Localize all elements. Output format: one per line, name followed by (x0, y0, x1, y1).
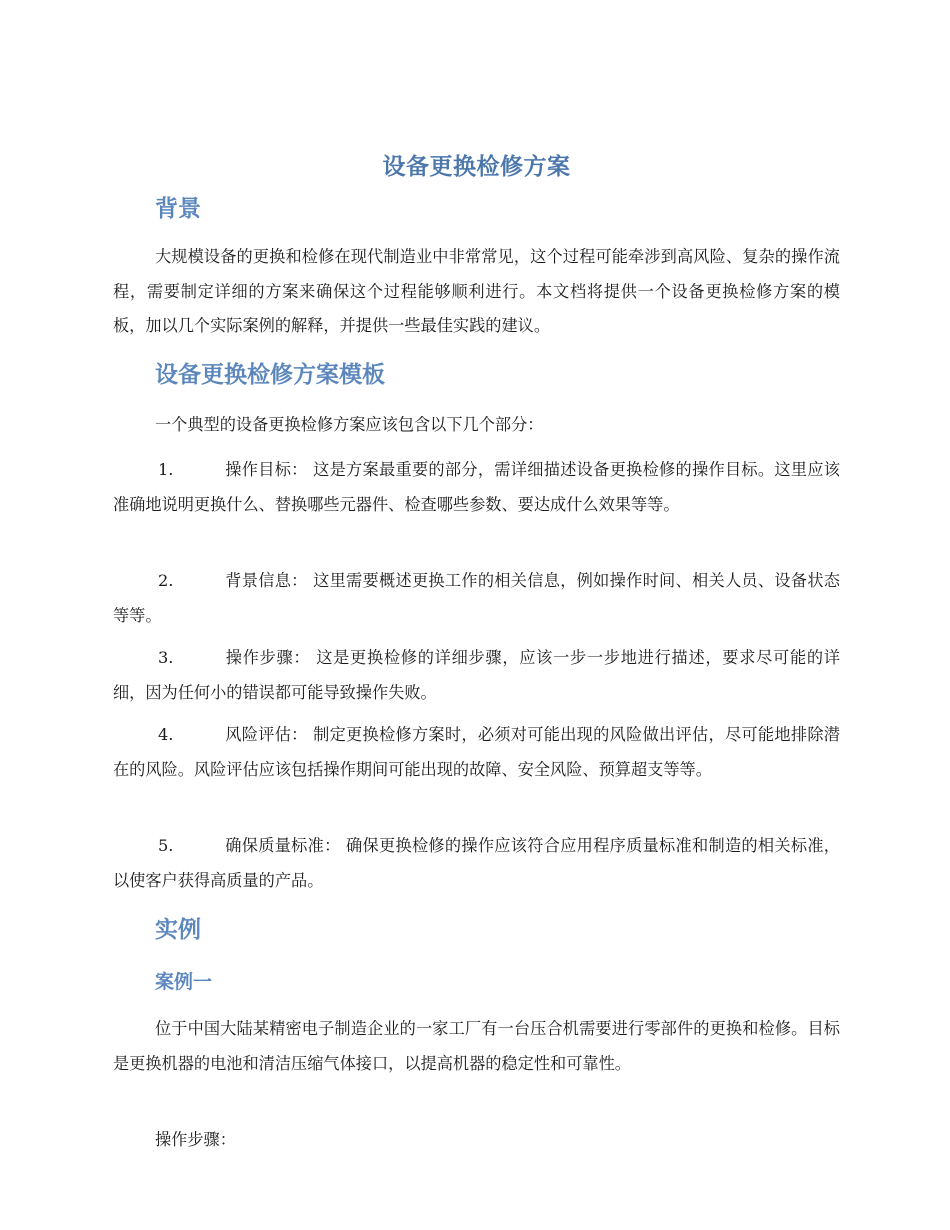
item-number: 1. (158, 460, 174, 479)
case1-paragraph: 位于中国大陆某精密电子制造企业的一家工厂有一台压合机需要进行零部件的更换和检修。目标是更换机器的电池和清洁压缩气体接口，以提高机器的稳定性和可靠性。 (113, 1019, 840, 1073)
item-text: 操作步骤： 这是更换检修的详细步骤，应该一步一步地进行描述，要求尽可能的详细，因为任何小的错误都可能导致操作失败。 (113, 648, 840, 702)
page-title: 设备更换检修方案 (382, 154, 571, 180)
item-number: 4. (158, 725, 174, 744)
case1-steps-label: 操作步骤： (155, 1130, 236, 1149)
heading-examples: 实例 (155, 917, 201, 943)
template-item-1 (113, 453, 840, 522)
item-number: 3. (158, 648, 174, 667)
heading-template: 设备更换检修方案模板 (155, 362, 385, 388)
heading-background: 背景 (155, 196, 201, 222)
template-item-3 (113, 641, 840, 710)
template-item-4 (113, 718, 840, 787)
item-number: 2. (158, 571, 174, 590)
template-item-5 (113, 829, 840, 898)
item-text: 风险评估： 制定更换检修方案时，必须对可能出现的风险做出评估，尽可能地排除潜在的风险。风险评估应该包括操作期间可能出现的故障、安全风险、预算超支等等。 (113, 725, 840, 779)
item-number: 5. (158, 836, 174, 855)
item-text: 确保质量标准： 确保更换检修的操作应该符合应用程序质量标准和制造的相关标准，以使客户获得高质量的产品。 (113, 836, 840, 890)
item-text: 背景信息： 这里需要概述更换工作的相关信息，例如操作时间、相关人员、设备状态等等。 (113, 571, 840, 625)
template-intro: 一个典型的设备更换检修方案应该包含以下几个部分： (155, 415, 544, 434)
item-text: 操作目标： 这是方案最重要的部分，需详细描述设备更换检修的操作目标。这里应该准确地说明更换什么、替换哪些元器件、检查哪些参数、要达成什么效果等等。 (113, 460, 840, 514)
background-paragraph: 大规模设备的更换和检修在现代制造业中非常常见，这个过程可能牵涉到高风险、复杂的操作流程，需要制定详细的方案来确保这个过程能够顺利进行。本文档将提供一个设备更换检修方案的模板，加以几个实际案例的解释，并提供一些最佳实践的建议。 (113, 247, 840, 335)
heading-case1: 案例一 (155, 971, 213, 993)
template-item-2 (113, 564, 840, 633)
